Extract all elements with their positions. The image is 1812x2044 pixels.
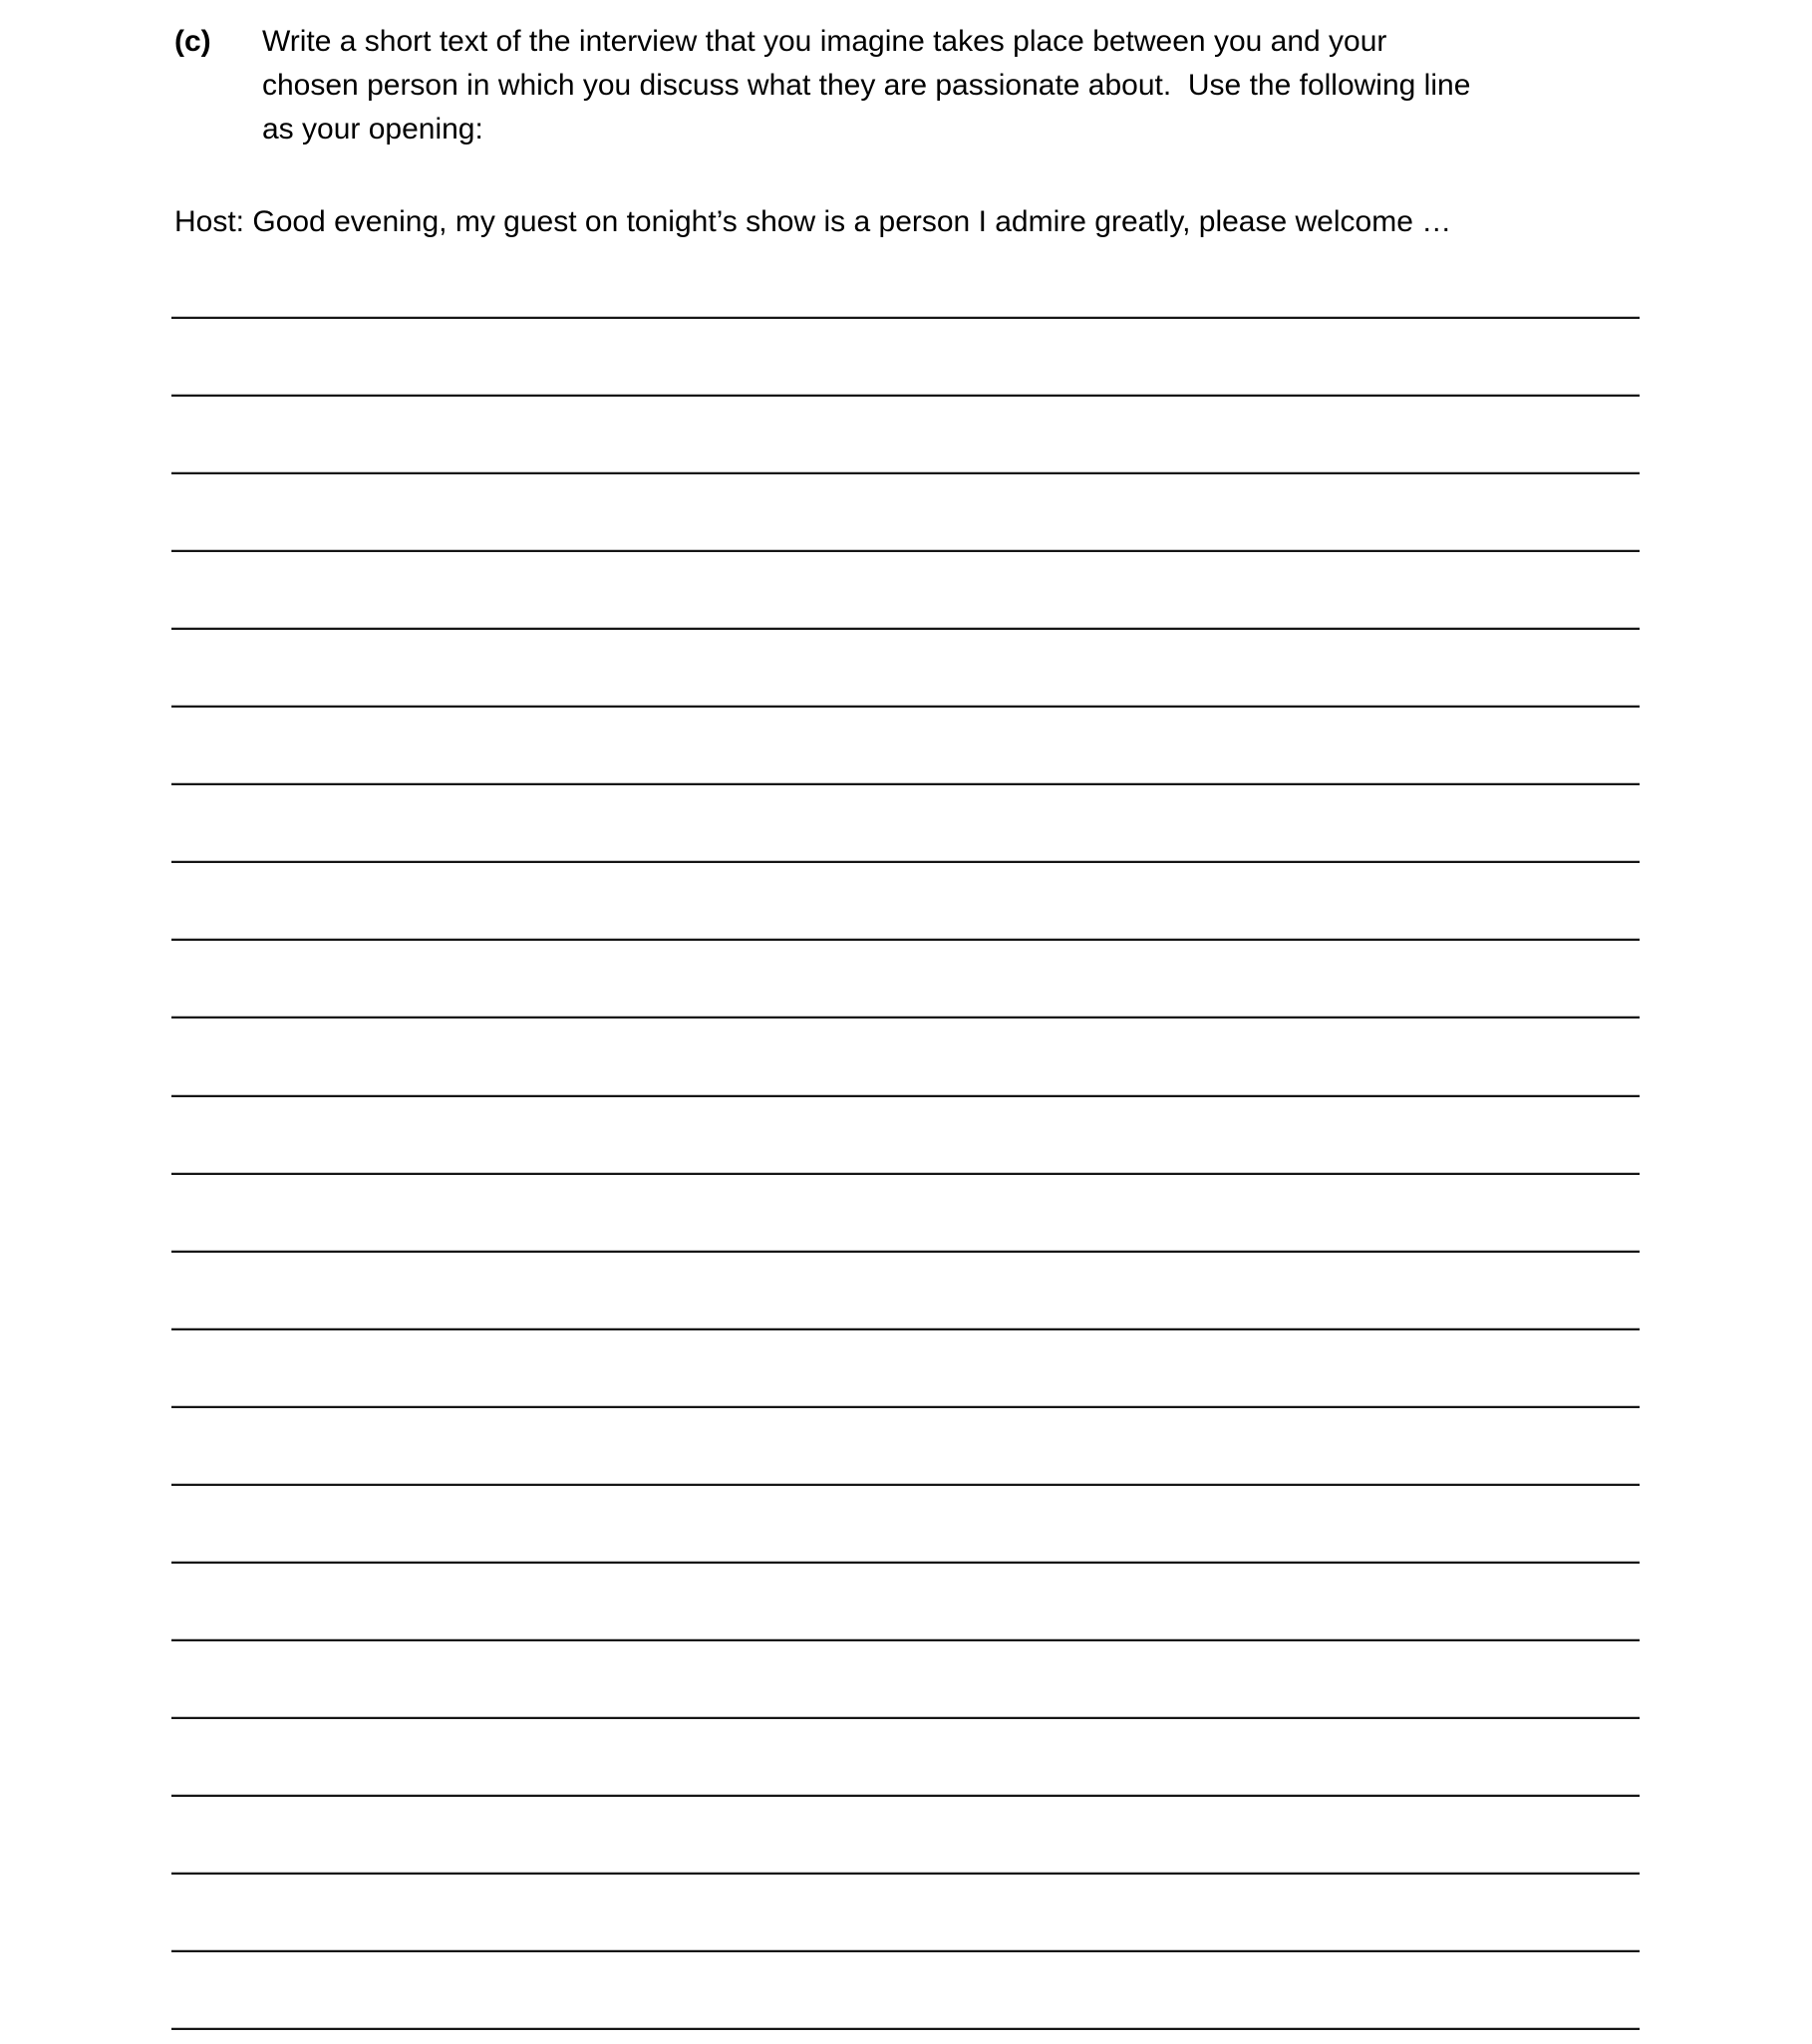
answer-line bbox=[171, 1017, 1640, 1019]
answer-line bbox=[171, 1095, 1640, 1097]
answer-line bbox=[171, 1873, 1640, 1875]
answer-line bbox=[171, 1328, 1640, 1330]
answer-line bbox=[171, 2028, 1640, 2030]
answer-line bbox=[171, 783, 1640, 785]
answer-line bbox=[171, 628, 1640, 630]
opening-line: Host: Good evening, my guest on tonight’s show is a person I admire greatly, please welcome … bbox=[174, 205, 1452, 238]
question-text-line-2: chosen person in which you discuss what they are passionate about. Use the following line bbox=[262, 69, 1471, 102]
answer-line bbox=[171, 317, 1640, 319]
question-label: (c) bbox=[174, 25, 211, 58]
answer-line bbox=[171, 1717, 1640, 1719]
answer-line bbox=[171, 1484, 1640, 1486]
answer-line bbox=[171, 1639, 1640, 1641]
answer-line bbox=[171, 706, 1640, 708]
answer-line bbox=[171, 939, 1640, 941]
answer-line bbox=[171, 395, 1640, 397]
question-text-line-1: Write a short text of the interview that you imagine takes place between you and your bbox=[262, 25, 1387, 58]
answer-line bbox=[171, 1173, 1640, 1175]
answer-line bbox=[171, 1251, 1640, 1253]
answer-line bbox=[171, 550, 1640, 552]
answer-line bbox=[171, 1795, 1640, 1797]
question-c bbox=[174, 20, 1470, 151]
answer-line bbox=[171, 861, 1640, 863]
answer-line bbox=[171, 472, 1640, 474]
question-text-line-3: as your opening: bbox=[262, 113, 483, 146]
answer-line bbox=[171, 1406, 1640, 1408]
question-text bbox=[262, 20, 1470, 151]
answer-line bbox=[171, 1950, 1640, 1952]
answer-line bbox=[171, 1562, 1640, 1564]
